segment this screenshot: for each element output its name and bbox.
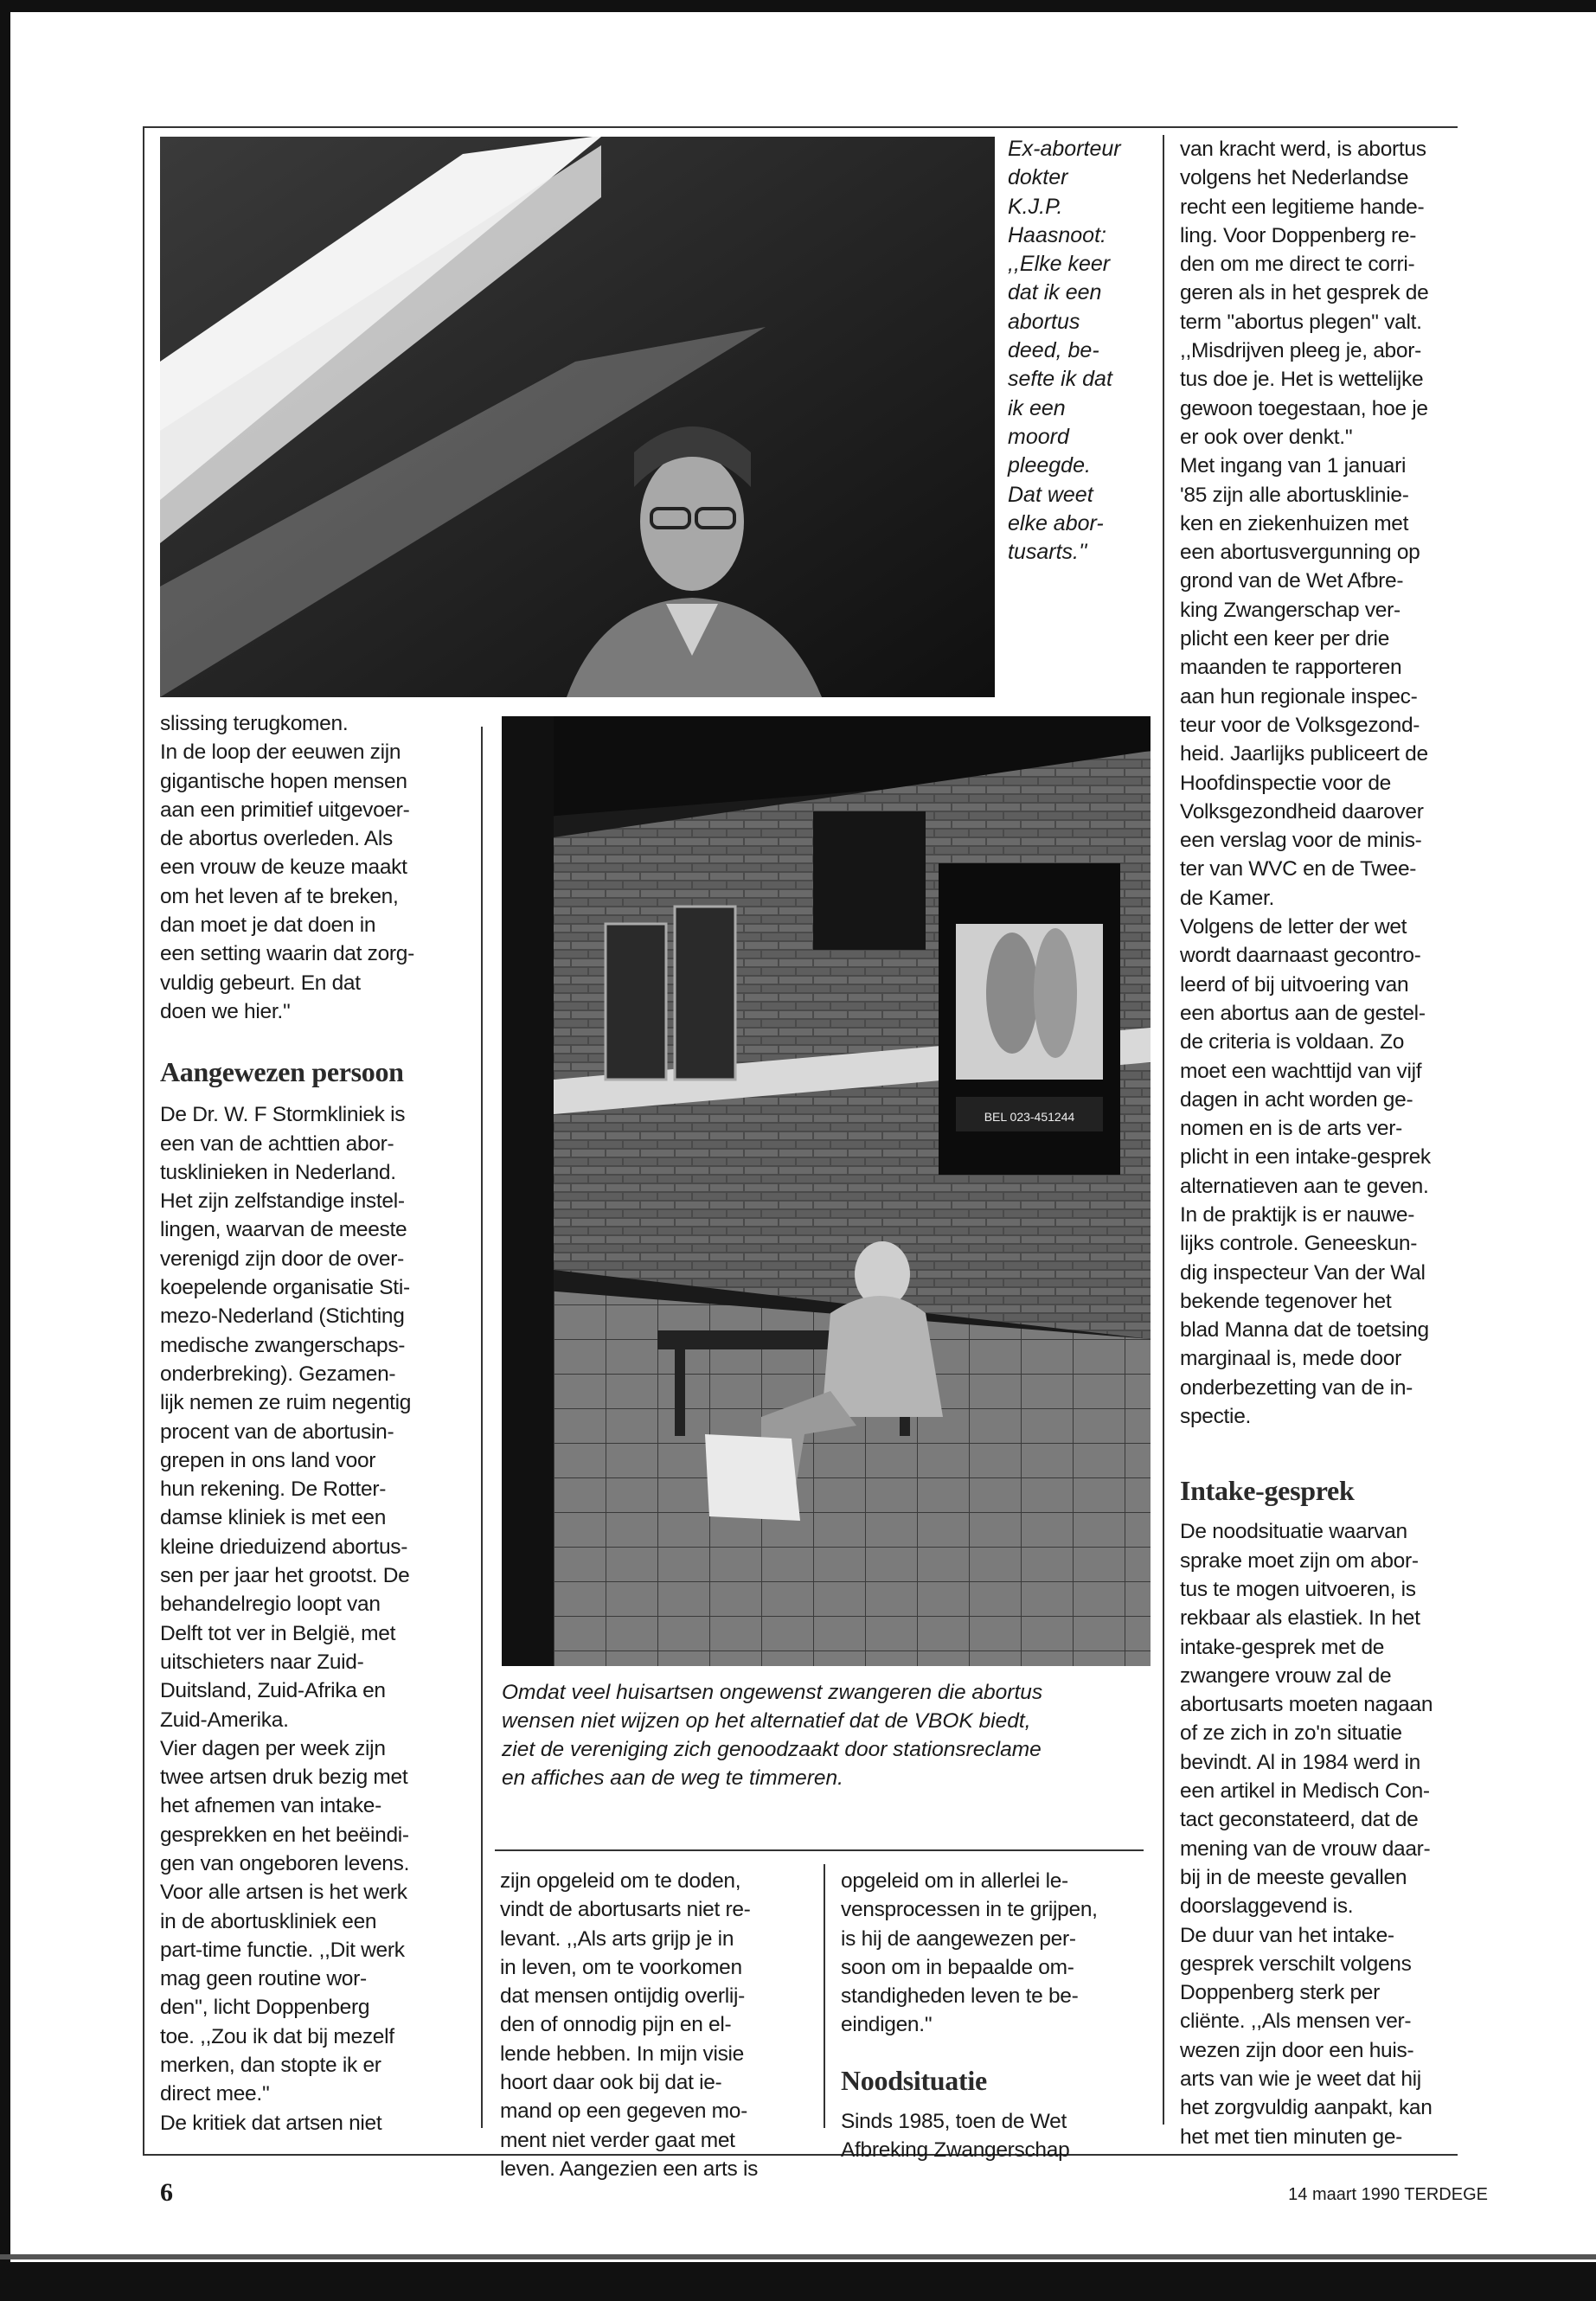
text-line: een verslag voor de minis-	[1180, 829, 1422, 853]
text-line: een van de achttien abor-	[160, 1131, 394, 1156]
scan-border-left	[0, 0, 10, 2301]
column-2	[500, 1867, 813, 2183]
caption-line: dat ik een	[1008, 280, 1102, 305]
caption-line: pleegde.	[1008, 453, 1091, 478]
text-line: Doppenberg sterk per	[1180, 1981, 1380, 2005]
text-line: heid. Jaarlijks publiceert de	[1180, 742, 1428, 766]
text-line: recht een legitieme hande-	[1180, 195, 1425, 219]
text-line: Zuid-Amerika.	[160, 1708, 289, 1732]
text-line: het met tien minuten ge-	[1180, 2125, 1403, 2149]
text-line: onderbezetting van de in-	[1180, 1375, 1413, 1400]
text-line: onderbreking). Gezamen-	[160, 1362, 396, 1386]
text-line: nomen en is de arts ver-	[1180, 1117, 1402, 1141]
text-line: gewoon toegestaan, hoe je	[1180, 396, 1428, 420]
text-line: ling. Voor Doppenberg re-	[1180, 223, 1417, 247]
text-line: Volgens de letter der wet	[1180, 915, 1407, 939]
text-line: of ze zich in zo'n situatie	[1180, 1721, 1402, 1746]
text-line: ken en ziekenhuizen met	[1180, 511, 1409, 535]
column-rule-4	[1163, 135, 1164, 2125]
text-line: hun rekening. De Rotter-	[160, 1477, 387, 1502]
text-line: Voor alle artsen is het werk	[160, 1881, 407, 1905]
text-line: mening van de vrouw daar-	[1180, 1836, 1431, 1861]
text-line: een abortusvergunning op	[1180, 541, 1420, 565]
text-line: De Dr. W. F Stormkliniek is	[160, 1103, 406, 1127]
text-line: teur voor de Volksgezond-	[1180, 713, 1420, 737]
text-line: damse kliniek is met een	[160, 1506, 387, 1530]
caption-line: Ex-aborteur	[1008, 137, 1121, 161]
poster-phone: BEL 023-451244	[984, 1110, 1075, 1124]
text-line: twee artsen druk bezig met	[160, 1766, 408, 1790]
text-line: een abortus aan de gestel-	[1180, 1001, 1426, 1025]
caption-line: ziet de vereniging zich genoodzaakt door stationsreclame	[502, 1738, 1042, 1761]
page-number: 6	[160, 2178, 173, 2207]
text-line: lende hebben. In mijn visie	[500, 2041, 745, 2066]
text-line: direct mee.''	[160, 2082, 270, 2106]
text-line: gesprekken en het beëindi-	[160, 1823, 409, 1847]
text-line: zijn opgeleid om te doden,	[500, 1869, 741, 1893]
text-line: opgeleid om in allerlei le-	[841, 1869, 1068, 1893]
text-line: De duur van het intake-	[1180, 1923, 1394, 1947]
column-rule-1	[481, 727, 483, 2128]
text-line: lingen, waarvan de meeste	[160, 1218, 407, 1242]
heading-aangewezen-persoon: Aangewezen persoon	[160, 1056, 404, 1088]
text-line: in leven, om te voorkomen	[500, 1955, 742, 1979]
text-line: dan moet je dat doen in	[160, 913, 376, 938]
text-line: gigantische hopen mensen	[160, 769, 407, 793]
doctor-portrait-illustration	[160, 137, 995, 697]
text-line: geren als in het gesprek de	[1180, 281, 1429, 305]
text-line: slissing terugkomen.	[160, 712, 349, 735]
text-line: den'', licht Doppenberg	[160, 1996, 370, 2020]
caption-line: moord	[1008, 424, 1069, 449]
caption-line: dokter	[1008, 165, 1068, 190]
text-line: bekende tegenover het	[1180, 1289, 1392, 1313]
issue-date: 14 maart 1990 TERDEGE	[1288, 2185, 1488, 2204]
text-line: moet een wachttijd van vijf	[1180, 1059, 1422, 1083]
text-line: rekbaar als elastiek. In het	[1180, 1606, 1420, 1631]
text-line: wordt daarnaast gecontro-	[1180, 944, 1421, 968]
station-photo-caption	[502, 1678, 1151, 1792]
text-line: Delft tot ver in België, met	[160, 1621, 396, 1645]
text-line: hoort daar ook bij dat ie-	[500, 2071, 722, 2095]
text-line: medische zwangerschaps-	[160, 1333, 406, 1357]
column-3	[841, 1867, 1154, 2164]
text-line: arts van wie je weet dat hij	[1180, 2067, 1421, 2091]
heading-intake-gesprek: Intake-gesprek	[1180, 1475, 1355, 1507]
text-line: abortusarts moeten nagaan	[1180, 1693, 1433, 1717]
caption-line: Omdat veel huisartsen ongewenst zwangeren die abortus	[502, 1681, 1043, 1704]
text-line: in de abortuskliniek een	[160, 1909, 377, 1933]
text-line: doen we hier.''	[160, 999, 291, 1023]
text-line: ment niet verder gaat met	[500, 2128, 735, 2152]
text-line: Volksgezondheid daarover	[1180, 799, 1424, 824]
text-line: standigheden leven te be-	[841, 1984, 1079, 2009]
text-line: om het leven af te breken,	[160, 884, 399, 908]
text-line: gesprek verschilt volgens	[1180, 1952, 1412, 1976]
text-line: is hij de aangewezen per-	[841, 1926, 1076, 1951]
caption-line: ,,Elke keer	[1008, 252, 1111, 277]
text-line: den of onnodig pijn en el-	[500, 2013, 732, 2037]
text-line: spectie.	[1180, 1405, 1252, 1429]
text-line: vindt de abortusarts niet re-	[500, 1898, 751, 1922]
text-line: Vier dagen per week zijn	[160, 1736, 386, 1760]
text-line: doorslaggevend is.	[1180, 1894, 1354, 1919]
station-poster-photo	[502, 716, 1151, 1666]
scan-border-bottom	[0, 2262, 1596, 2301]
text-line: grond van de Wet Afbre-	[1180, 569, 1404, 593]
text-line: mag geen routine wor-	[160, 1967, 367, 1991]
text-line: ter van WVC en de Twee-	[1180, 857, 1417, 881]
text-line: Met ingang van 1 januari	[1180, 454, 1407, 478]
col1-body	[160, 1100, 471, 2138]
text-line: levant. ,,Als arts grijp je in	[500, 1926, 734, 1951]
text-line: koepelende organisatie Sti-	[160, 1276, 410, 1300]
text-line: toe. ,,Zou ik dat bij mezelf	[160, 2024, 394, 2048]
text-line: wezen zijn door een huis-	[1180, 2038, 1414, 2062]
caption-line: wensen niet wijzen op het alternatief dat de VBOK biedt,	[502, 1709, 1031, 1733]
text-line: maanden te rapporteren	[1180, 656, 1402, 680]
caption-line: K.J.P.	[1008, 194, 1063, 219]
text-line: Het zijn zelfstandige instel-	[160, 1189, 405, 1214]
text-line: vensprocessen in te grijpen,	[841, 1898, 1098, 1922]
text-line: de abortus overleden. Als	[160, 827, 393, 851]
text-line: uitschieters naar Zuid-	[160, 1650, 364, 1674]
text-line: er ook over denkt.''	[1180, 425, 1353, 449]
caption-rule	[495, 1849, 1144, 1851]
text-line: tact geconstateerd, dat de	[1180, 1808, 1419, 1832]
text-line: aan hun regionale inspec-	[1180, 684, 1418, 708]
text-line: een vrouw de keuze maakt	[160, 856, 407, 880]
station-platform-illustration	[502, 716, 1151, 1666]
text-line: procent van de abortusin-	[160, 1420, 394, 1444]
top-photo-caption	[1008, 135, 1159, 567]
text-line: soon om in bepaalde om-	[841, 1955, 1074, 1979]
text-line: verenigd zijn door de over-	[160, 1247, 404, 1271]
caption-line: Dat weet	[1008, 482, 1093, 507]
text-line: van kracht werd, is abortus	[1180, 138, 1426, 161]
text-line: Sinds 1985, toen de Wet	[841, 2109, 1067, 2133]
col1-intro	[160, 709, 471, 1026]
text-line: ,,Misdrijven pleeg je, abor-	[1180, 339, 1421, 363]
text-line: Duitsland, Zuid-Afrika en	[160, 1679, 386, 1703]
text-line: merken, dan stopte ik er	[160, 2054, 381, 2078]
text-line: plicht in een intake-gesprek	[1180, 1145, 1431, 1170]
text-line: een setting waarin dat zorg-	[160, 942, 414, 966]
text-line: dagen in acht worden ge-	[1180, 1087, 1413, 1112]
text-line: de Kamer.	[1180, 886, 1274, 910]
text-line: leven. Aangezien een arts is	[500, 2157, 759, 2181]
text-line: bij in de meeste gevallen	[1180, 1865, 1407, 1889]
text-line: den om me direct te corri-	[1180, 253, 1415, 277]
doctor-portrait-photo	[160, 137, 995, 697]
text-line: blad Manna dat de toetsing	[1180, 1318, 1429, 1343]
text-line: een artikel in Medisch Con-	[1180, 1779, 1430, 1804]
text-line: In de loop der eeuwen zijn	[160, 740, 401, 765]
text-line: behandelregio loopt van	[160, 1593, 381, 1617]
text-line: intake-gesprek met de	[1180, 1635, 1385, 1659]
column-1	[160, 709, 471, 2138]
text-line: mand op een gegeven mo-	[500, 2099, 747, 2124]
text-line: leerd of bij uitvoering van	[1180, 972, 1409, 997]
text-line: De kritiek dat artsen niet	[160, 2111, 382, 2135]
text-line: eindigen.''	[841, 2013, 933, 2037]
text-line: lijk nemen ze ruim negentig	[160, 1391, 412, 1415]
text-line: gen van ongeboren levens.	[160, 1851, 410, 1875]
text-line: part-time functie. ,,Dit werk	[160, 1938, 405, 1962]
text-line: tusklinieken in Nederland.	[160, 1160, 396, 1184]
text-line: tus te mogen uitvoeren, is	[1180, 1577, 1416, 1601]
text-line: In de praktijk is er nauwe-	[1180, 1202, 1415, 1227]
caption-line: ik een	[1008, 395, 1066, 420]
column-4	[1180, 135, 1487, 2151]
scan-border-bottom-inner	[0, 2254, 1596, 2259]
text-line: tus doe je. Het is wettelijke	[1180, 368, 1424, 392]
text-line: '85 zijn alle abortusklinie-	[1180, 483, 1409, 507]
text-line: het afnemen van intake-	[160, 1794, 381, 1818]
text-line: mezo-Nederland (Stichting	[160, 1304, 405, 1329]
text-line: king Zwangerschap ver-	[1180, 598, 1401, 622]
caption-line: deed, be-	[1008, 338, 1099, 363]
top-rule	[143, 126, 1458, 128]
text-line: volgens het Nederlandse	[1180, 166, 1409, 190]
column-rule-3	[824, 1864, 825, 2128]
scan-border-top	[0, 0, 1596, 12]
text-line: bevindt. Al in 1984 werd in	[1180, 1750, 1420, 1774]
text-line: het zorgvuldig aanpakt, kan	[1180, 2096, 1433, 2120]
left-rule	[143, 126, 144, 2155]
text-line: alternatieven aan te geven.	[1180, 1174, 1429, 1198]
text-line: marginaal is, mede door	[1180, 1347, 1401, 1371]
caption-line: abortus	[1008, 309, 1080, 334]
text-line: plicht een keer per drie	[1180, 627, 1390, 651]
text-line: vuldig gebeurt. En dat	[160, 971, 361, 995]
caption-line: Haasnoot:	[1008, 222, 1106, 247]
caption-line: sefte ik dat	[1008, 367, 1112, 392]
heading-noodsituatie: Noodsituatie	[841, 2064, 987, 2096]
text-line: sprake moet zijn om abor-	[1180, 1548, 1419, 1573]
text-line: aan een primitief uitgevoer-	[160, 798, 410, 822]
text-line: de criteria is voldaan. Zo	[1180, 1030, 1405, 1054]
text-line: sen per jaar het grootst. De	[160, 1564, 410, 1588]
text-line: De noodsituatie waarvan	[1180, 1520, 1407, 1544]
text-line: Afbreking Zwangerschap	[841, 2138, 1070, 2163]
caption-line: tusarts.''	[1008, 540, 1087, 565]
text-line: zwangere vrouw zal de	[1180, 1663, 1392, 1688]
text-line: kleine drieduizend abortus-	[160, 1535, 408, 1559]
text-line: term ''abortus plegen'' valt.	[1180, 310, 1422, 334]
text-line: dig inspecteur Van der Wal	[1180, 1260, 1426, 1285]
text-line: lijks controle. Geneeskun-	[1180, 1232, 1418, 1256]
caption-line: en affiches aan de weg te timmeren.	[502, 1766, 843, 1790]
caption-line: elke abor-	[1008, 510, 1104, 535]
text-line: grepen in ons land voor	[160, 1448, 376, 1472]
text-line: Hoofdinspectie voor de	[1180, 771, 1391, 795]
text-line: dat mensen ontijdig overlij-	[500, 1984, 746, 2009]
text-line: cliënte. ,,Als mensen ver-	[1180, 2009, 1412, 2034]
